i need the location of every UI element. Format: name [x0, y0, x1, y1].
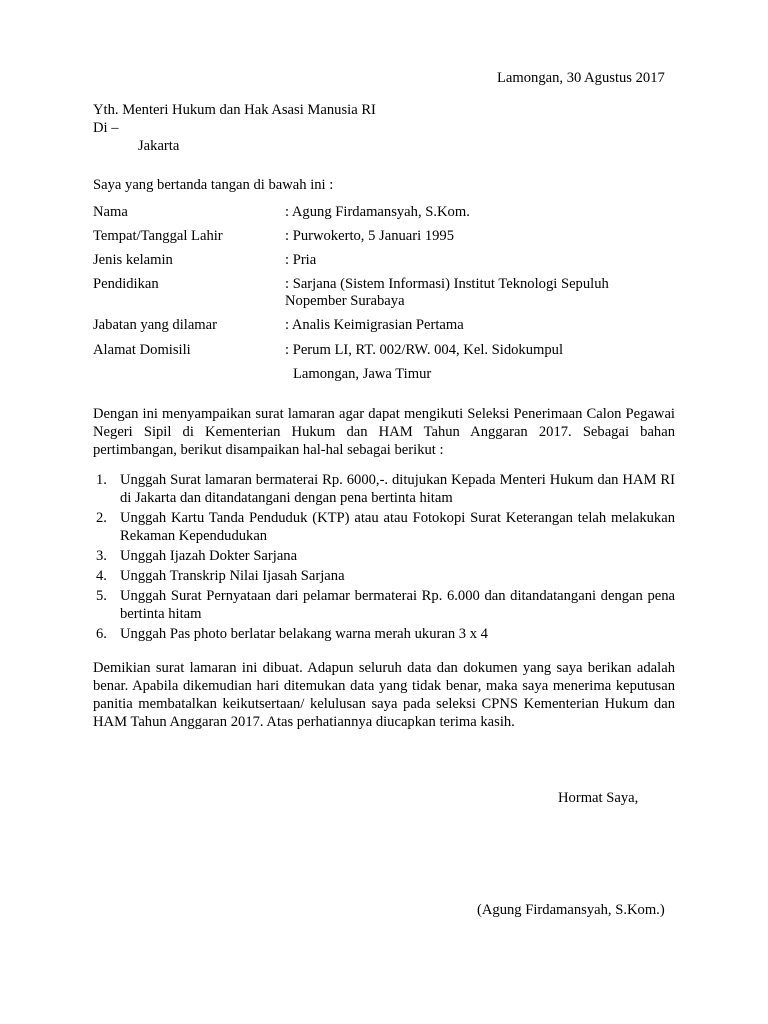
field-value-position: : Analis Keimigrasian Pertama — [285, 317, 464, 333]
field-value-education: : Sarjana (Sistem Informasi) Institut Teknologi Sepuluh — [285, 276, 609, 292]
list-item — [93, 567, 675, 585]
field-value-address-line2: Lamongan, Jawa Timur — [293, 366, 432, 382]
intro-text: Saya yang bertanda tangan di bawah ini : — [93, 177, 334, 193]
list-item-number: 2. — [96, 510, 107, 526]
field-value-address: : Perum LI, RT. 002/RW. 004, Kel. Sidokumpul — [285, 342, 564, 358]
list-item-number: 5. — [96, 588, 107, 604]
list-item-text: Unggah Surat Pernyataan dari pelamar bermaterai Rp. 6.000 dan ditandatangani dengan pena bertinta hitam — [120, 588, 675, 622]
signature-name: (Agung Firdamansyah, S.Kom.) — [477, 902, 665, 918]
list-item-number: 1. — [96, 472, 107, 488]
closing-salutation: Hormat Saya, — [558, 790, 639, 806]
list-item — [93, 625, 675, 643]
list-item-text: Unggah Pas photo berlatar belakang warna merah ukuran 3 x 4 — [120, 626, 488, 642]
list-item-number: 6. — [96, 626, 107, 642]
field-value-education-line2: Nopember Surabaya — [285, 293, 405, 309]
list-item-number: 4. — [96, 568, 107, 584]
list-item — [93, 471, 675, 507]
paragraph-closing: Demikian surat lamaran ini dibuat. Adapun seluruh data dan dokumen yang saya berikan adalah benar. Apabila dikemudian hari ditemukan data yang tidak benar, maka saya menerima keputusan panitia membatalkan keikutsertaan/ kelulusan saya pada seleksi CPNS Kementerian Hukum dan HAM Tahun Anggaran 2017. Atas perhatiannya diucapkan terima kasih. — [93, 660, 675, 730]
field-label-nama: Nama — [93, 204, 128, 220]
recipient-line-1: Yth. Menteri Hukum dan Hak Asasi Manusia RI — [93, 102, 376, 118]
requirements-list — [93, 471, 675, 645]
field-value-gender: : Pria — [285, 252, 317, 268]
field-value-nama: : Agung Firdamansyah, S.Kom. — [285, 204, 470, 220]
field-value-ttl: : Purwokerto, 5 Januari 1995 — [285, 228, 455, 244]
list-item-text: Unggah Kartu Tanda Penduduk (KTP) atau atau Fotokopi Surat Keterangan telah melakukan Rekaman Kependudukan — [120, 510, 675, 544]
field-label-ttl: Tempat/Tanggal Lahir — [93, 228, 223, 244]
field-label-address: Alamat Domisili — [93, 342, 191, 358]
list-item-text: Unggah Transkrip Nilai Ijasah Sarjana — [120, 568, 345, 584]
field-label-education: Pendidikan — [93, 276, 159, 292]
field-label-gender: Jenis kelamin — [93, 252, 173, 268]
list-item-text: Unggah Ijazah Dokter Sarjana — [120, 548, 298, 564]
list-item — [93, 509, 675, 545]
recipient-block — [93, 101, 376, 155]
list-item — [93, 547, 675, 565]
paragraph-intro: Dengan ini menyampaikan surat lamaran agar dapat mengikuti Seleksi Penerimaan Calon Pegawai Negeri Sipil di Kementerian Hukum dan HAM Tahun Anggaran 2017. Sebagai bahan pertimbangan, berikut disampaikan hal-hal sebagai berikut : — [93, 406, 675, 458]
recipient-line-2: Di – — [93, 120, 119, 136]
field-label-position: Jabatan yang dilamar — [93, 317, 217, 333]
list-item — [93, 587, 675, 623]
list-item-text: Unggah Surat lamaran bermaterai Rp. 6000,-. ditujukan Kepada Menteri Hukum dan HAM RI di Jakarta dan ditandatangani dengan pena bertinta hitam — [120, 472, 675, 506]
recipient-city: Jakarta — [138, 138, 180, 154]
list-item-number: 3. — [96, 548, 107, 564]
place-date: Lamongan, 30 Agustus 2017 — [497, 70, 665, 86]
